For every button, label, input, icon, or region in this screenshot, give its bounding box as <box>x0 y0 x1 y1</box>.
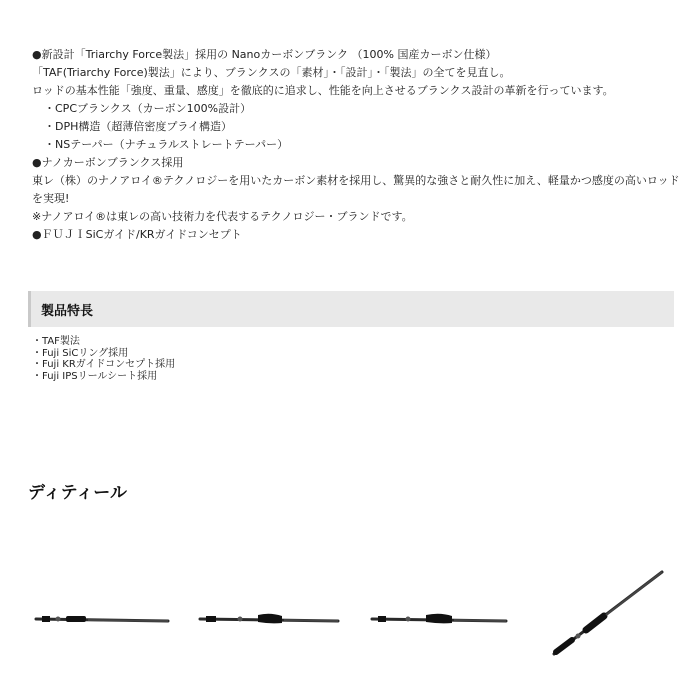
rod-image-1 <box>36 616 168 622</box>
list-item: ・Fuji IPSリールシート採用 <box>32 370 158 382</box>
intro-line: ・NSテーパー（ナチュラルストレートテーパー） <box>44 138 289 151</box>
rod-image-3 <box>372 614 506 624</box>
list-item: ・TAF製法 <box>32 336 80 347</box>
intro-line: ・DPH構造（超薄倍密度プライ構造） <box>44 120 233 133</box>
detail-heading: ディティール <box>28 483 127 503</box>
intro-line: ●ＦＵＪＩSiCガイド/KRガイドコンセプト <box>32 228 242 241</box>
intro-line: 「TAF(Triarchy Force)製法」により、ブランクスの「素材」・「設計」・「製法」の全てを見直し。 <box>32 66 511 79</box>
intro-line: ・CPCブランクス（カーボン100%設計） <box>44 102 252 115</box>
intro-line: ●ナノカーボンブランクス採用 <box>32 156 184 169</box>
rod-image-2 <box>200 614 338 624</box>
intro-line: ※ナノアロイ®は東レの高い技術力を代表するテクノロジー・ブランドです。 <box>32 210 413 223</box>
features-list <box>32 336 175 382</box>
intro-line: 東レ（株）のナノアロイ®テクノロジーを用いたカーボン素材を採用し、驚異的な強さと耐久性に加え、軽量かつ感度の高いロッドを実現! <box>32 174 680 205</box>
intro-text <box>32 46 682 244</box>
section-title: 製品特長 <box>41 304 94 319</box>
list-item: ・Fuji KRガイドコンセプト採用 <box>32 359 176 370</box>
section-header-features <box>28 291 674 327</box>
rod-image-4 <box>554 572 662 654</box>
intro-line: ロッドの基本性能「強度、重量、感度」を徹底的に追求し、性能を向上させるブランクス設計の革新を行っています。 <box>32 84 614 97</box>
intro-line: ●新設計「Triarchy Force製法」採用の Nanoカーボンブランク （100% 国産カーボン仕様） <box>32 48 497 61</box>
list-item: ・Fuji SiCリング採用 <box>32 347 129 359</box>
detail-images <box>0 560 700 680</box>
